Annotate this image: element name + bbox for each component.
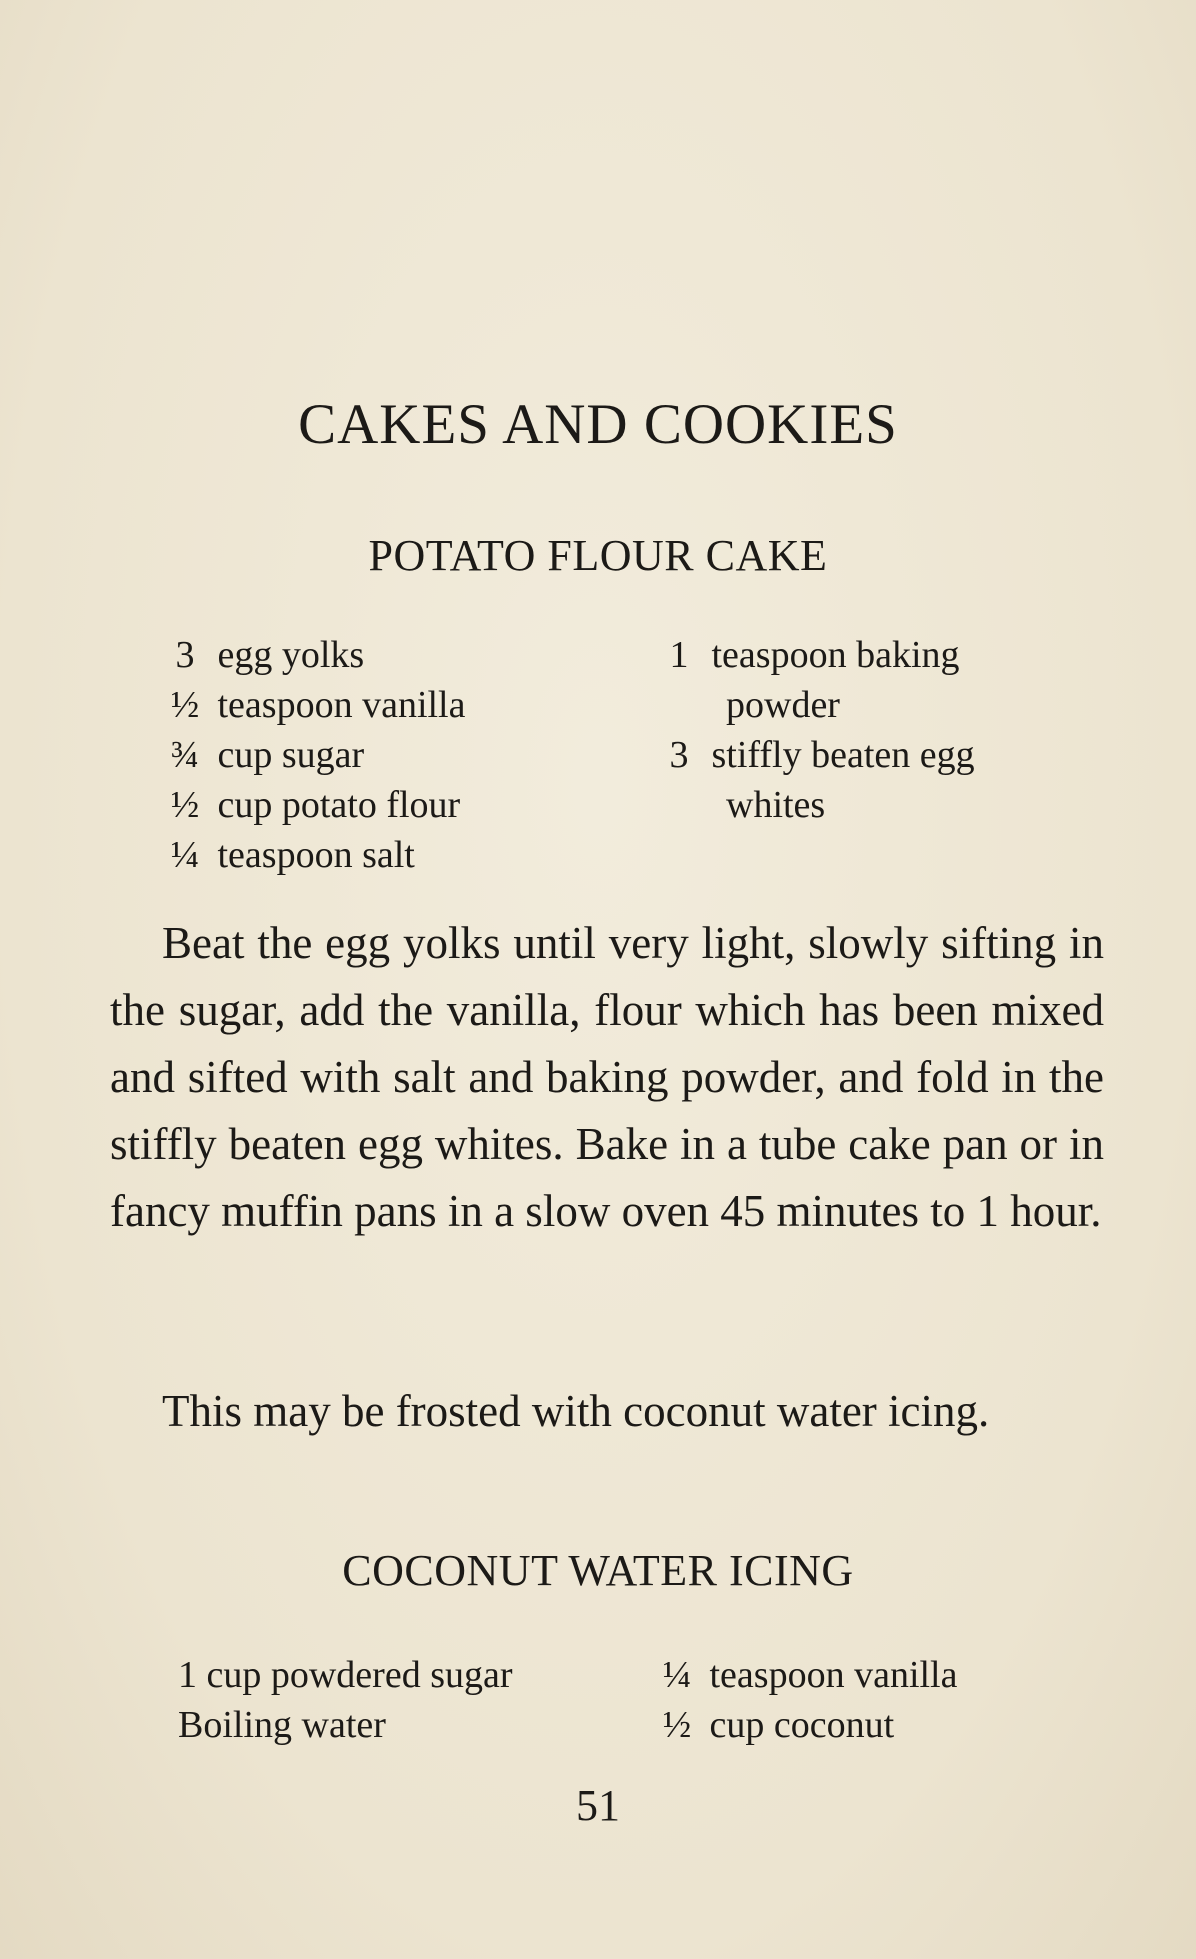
ingredient-continuation: whites [726,784,826,826]
instructions-paragraph: Beat the egg yolks until very light, slowly sifting in the sugar, add the vanilla, flour which has been mixed and sifted with salt and baking powder, and fold in the stiffly beaten egg whites. Bake in a tube cake pan or in fancy muffin pans in a slow oven 45 minutes to 1 hour. [110,918,1104,1236]
ingredient-item: ½ teaspoon vanilla [170,684,466,726]
ingredient-item: Boiling water [178,1704,386,1746]
ingredient-item: ½ cup potato flour [170,784,461,826]
page-number: 51 [576,1781,620,1830]
section-title: CAKES AND COOKIES [298,393,898,456]
ingredient-item: ¼ teaspoon salt [170,834,415,876]
ingredient-item: ¾ cup sugar [170,734,365,776]
recipe-title-coconut-water-icing: COCONUT WATER ICING [342,1546,854,1595]
icing-ingredients-right-column [654,1650,957,1750]
ingredient-item: ¼ teaspoon vanilla [662,1654,958,1696]
recipe-title-potato-flour-cake: POTATO FLOUR CAKE [368,531,828,580]
ingredient-item: 1 teaspoon baking [669,634,960,676]
icing-ingredients-left-column [178,1650,513,1750]
ingredient-item: 3 stiffly beaten egg [669,734,975,776]
ingredients-right-column [656,630,975,830]
ingredient-item: 3 egg yolks [175,634,365,676]
note-paragraph: This may be frosted with coconut water icing. [162,1386,990,1436]
ingredient-item: 1 cup powdered sugar [178,1654,513,1696]
ingredient-continuation: powder [726,684,840,726]
ingredient-item: ½ cup coconut [662,1704,895,1746]
ingredients-left-column [162,630,465,880]
